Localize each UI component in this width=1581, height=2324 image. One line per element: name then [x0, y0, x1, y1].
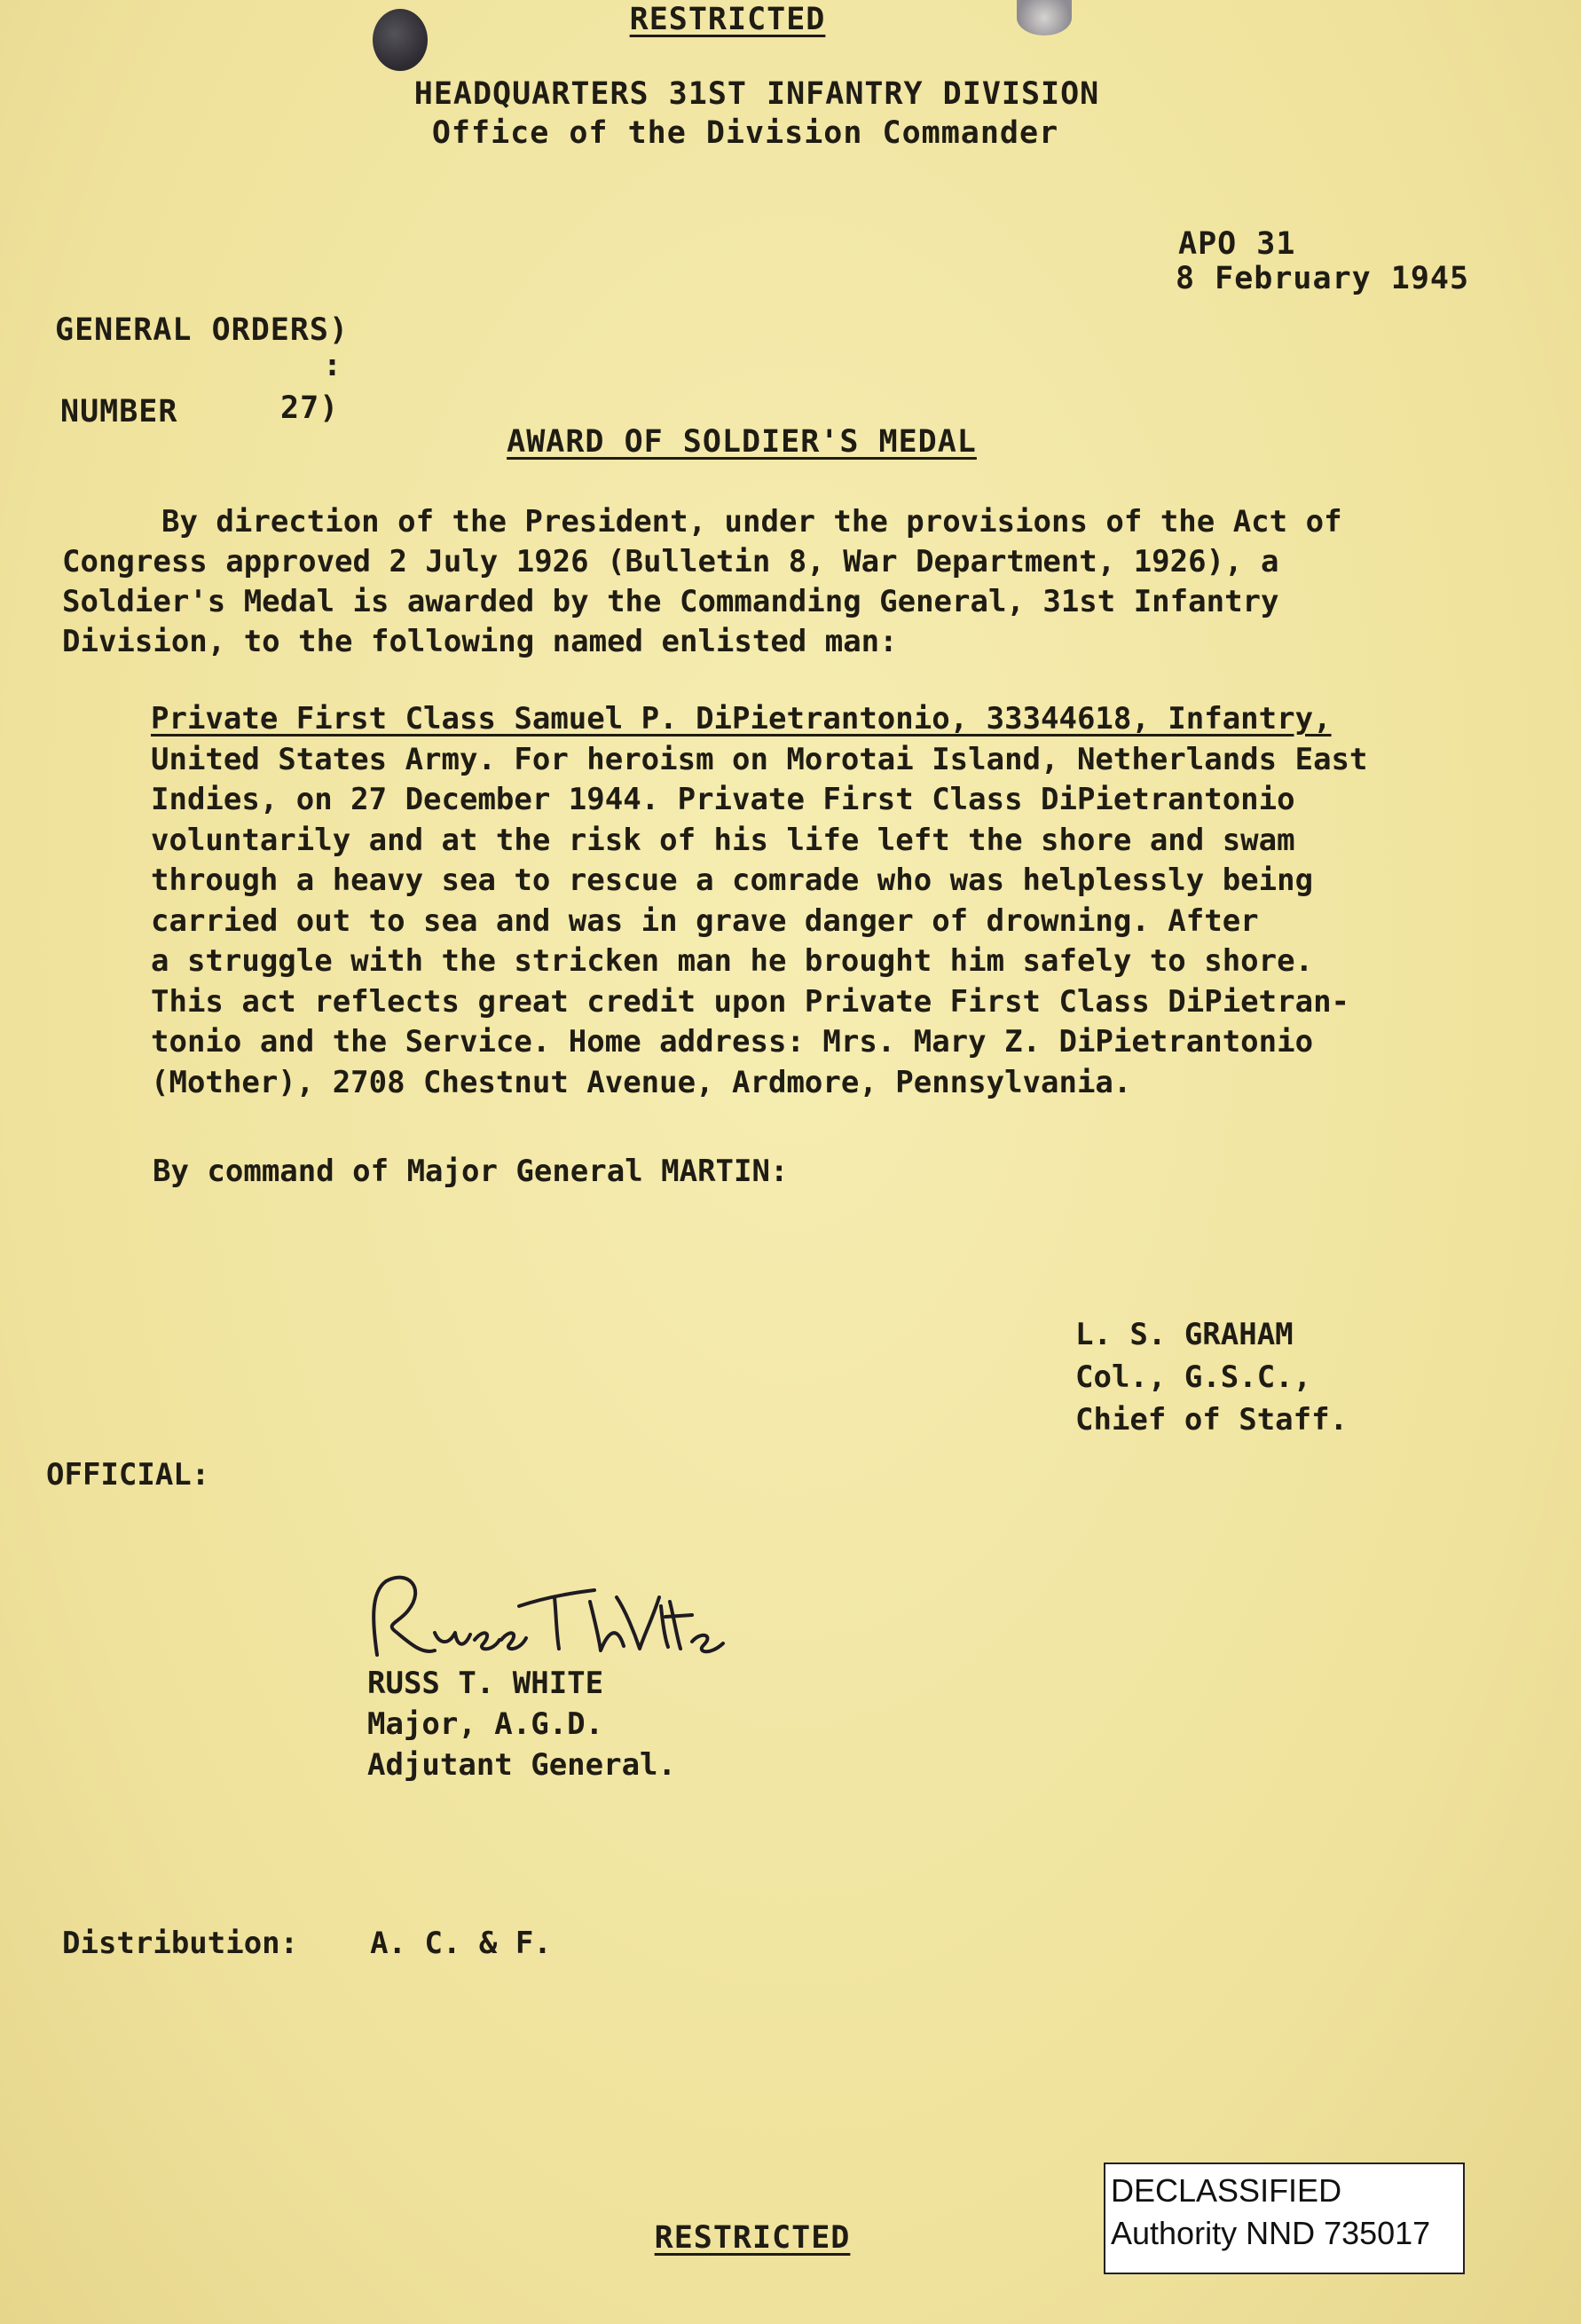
citation-line: (Mother), 2708 Chestnut Avenue, Ardmore, Pennsylvania. — [151, 1064, 1132, 1100]
classification-bottom: RESTRICTED — [654, 2220, 851, 2256]
authority-line: By direction of the President, under the provisions of the Act of — [161, 504, 1342, 540]
adjutant-block — [367, 1663, 676, 1785]
chief-of-staff-rank: Col., G.S.C., — [1075, 1359, 1312, 1395]
command-line: By command of Major General MARTIN: — [153, 1154, 789, 1189]
citation-line: This act reflects great credit upon Private First Class DiPietran- — [151, 983, 1350, 1020]
chief-of-staff-title: Chief of Staff. — [1075, 1402, 1349, 1438]
number-value: 27) — [280, 390, 340, 426]
citation-line: through a heavy sea to rescue a comrade who was helplessly being — [151, 863, 1314, 898]
unit-heading: HEADQUARTERS 31ST INFANTRY DIVISION — [413, 76, 1100, 112]
classification-top: RESTRICTED — [629, 2, 826, 37]
citation-line: tonio and the Service. Home address: Mrs. Mary Z. DiPietrantonio — [151, 1024, 1314, 1060]
distribution-value: A. C. & F. — [370, 1926, 552, 1961]
adjutant-rank: Major, A.G.D. — [367, 1706, 604, 1742]
citation-line: voluntarily and at the risk of his life left the shore and swam — [151, 822, 1295, 858]
citation-line: United States Army. For heroism on Morotai Island, Netherlands East — [151, 741, 1368, 777]
declassified-authority: Authority NND 735017 — [1111, 2215, 1431, 2251]
chief-of-staff-name: L. S. GRAHAM — [1075, 1317, 1294, 1352]
declassified-stamp — [1104, 2163, 1465, 2274]
order-date: 8 February 1945 — [1176, 261, 1470, 296]
citation-line: a struggle with the stricken man he brought him safely to shore. — [151, 943, 1314, 979]
orders-colon: : — [323, 348, 343, 383]
number-label: NUMBER — [60, 394, 178, 429]
recipient-name-line: Private First Class Samuel P. DiPietrantonio, 33344618, Infantry, — [151, 701, 1332, 737]
adjutant-title: Adjutant General. — [367, 1747, 676, 1783]
authority-line: Division, to the following named enlisted man: — [62, 624, 898, 659]
adjutant-name: RUSS T. WHITE — [367, 1666, 604, 1701]
authority-line: Soldier's Medal is awarded by the Commanding General, 31st Infantry — [62, 584, 1279, 619]
chief-of-staff-block — [1075, 1313, 1348, 1441]
authority-line: Congress approved 2 July 1926 (Bulletin 8, War Department, 1926), a — [62, 544, 1279, 579]
document-title: AWARD OF SOLDIER'S MEDAL — [507, 424, 977, 460]
authority-paragraph — [62, 502, 1342, 662]
office-heading: Office of the Division Commander — [431, 115, 1059, 151]
distribution-label: Distribution: — [62, 1926, 299, 1961]
punch-hole-left — [373, 9, 428, 71]
citation-line: carried out to sea and was in grave danger of drowning. After — [151, 902, 1259, 939]
punch-hole-right — [1017, 0, 1072, 35]
apo-line: APO 31 — [1178, 226, 1296, 262]
declassified-label: DECLASSIFIED — [1111, 2172, 1342, 2209]
official-label: OFFICIAL: — [46, 1457, 210, 1493]
distribution-line — [62, 1924, 552, 1964]
citation-block — [151, 699, 1367, 1103]
handwritten-signature — [359, 1571, 741, 1668]
general-orders-label: GENERAL ORDERS) — [55, 312, 350, 348]
citation-line: Indies, on 27 December 1944. Private First Class DiPietrantonio — [151, 782, 1295, 817]
